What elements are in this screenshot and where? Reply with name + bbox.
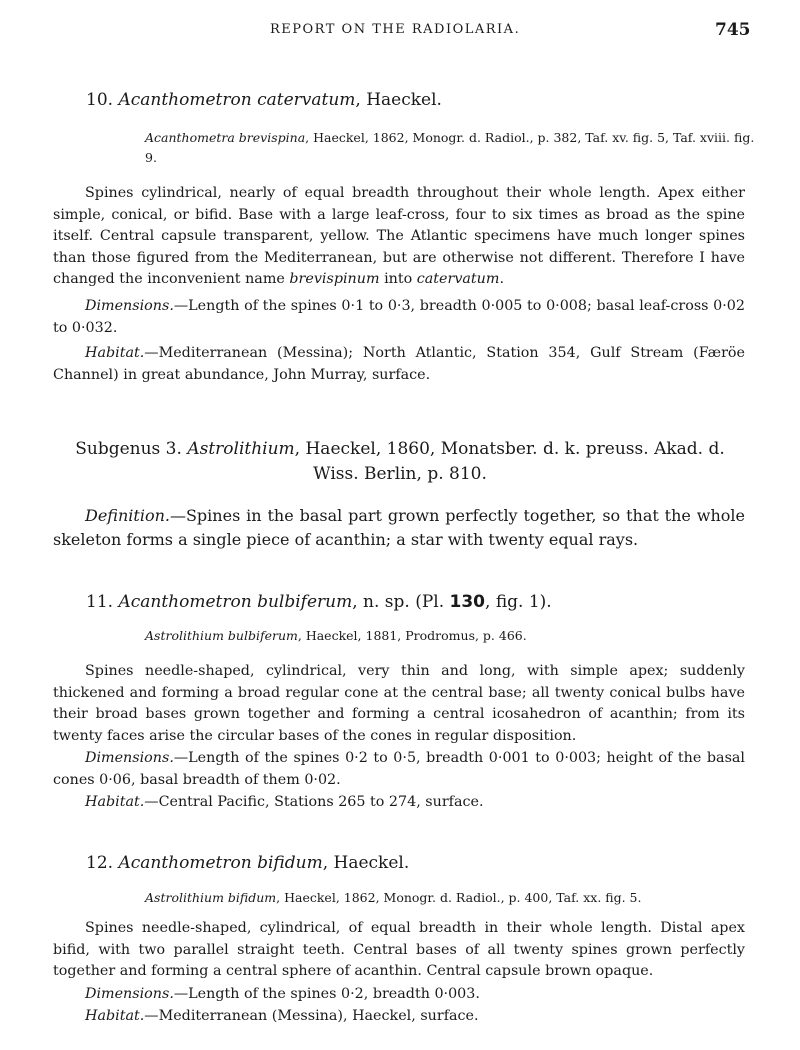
dimensions-label: Dimensions.: [85, 298, 174, 314]
figure-reference: , fig. 1).: [485, 592, 552, 612]
species-author: , Haeckel.: [322, 853, 410, 873]
habitat-label: Habitat.: [85, 794, 145, 810]
new-name: catervatum: [416, 271, 500, 288]
subgenus-line-2: Wiss. Berlin, p. 810.: [313, 464, 487, 484]
synonym-10: [145, 128, 755, 168]
subgenus-definition: Definition.—Spines in the basal part grown perfectly together, so that the whole skeleton forms a single piece of acanthin; a star with twenty equal rays.: [53, 506, 745, 549]
synonym-name: Astrolithium bifidum: [145, 890, 277, 905]
dimensions-label: Dimensions.: [85, 986, 174, 1002]
synonym-citation: , Haeckel, 1862, Monogr. d. Radiol., p. 382, Taf. xv. fig. 5, Taf. xviii. fig. 9.: [145, 130, 755, 165]
species-heading-11: [86, 592, 552, 612]
habitat-label: Habitat.: [85, 1008, 145, 1024]
species-number: 12.: [86, 853, 114, 873]
description-12: Spines needle-shaped, cylindrical, of equal breadth in their whole length. Distal apex bifid, with two parallel straight teeth. Central bases of all twenty spines grown perfectly together and forming a central sphere of acanthin. Central capsule brown opaque.: [53, 920, 745, 980]
subgenus-name: Astrolithium: [187, 439, 295, 459]
synonym-name: Astrolithium bulbiferum: [145, 628, 298, 643]
running-title: REPORT ON THE RADIOLARIA.: [270, 22, 521, 37]
dimensions-12: Dimensions.—Length of the spines 0·2, breadth 0·003.: [85, 986, 480, 1002]
species-name: Acanthometron catervatum: [118, 90, 356, 110]
synonym-12: [145, 888, 755, 908]
subgenus-heading: [60, 437, 740, 487]
synonym-11: [145, 626, 755, 646]
habitat-12: Habitat.—Mediterranean (Messina), Haeckel, surface.: [85, 1008, 479, 1024]
habitat-10: Habitat.—Mediterranean (Messina); North Atlantic, Station 354, Gulf Stream (Færöe Channel) in great abundance, John Murray, surface.: [53, 345, 745, 383]
species-number: 10.: [86, 90, 114, 110]
description-10: Spines cylindrical, nearly of equal breadth throughout their whole length. Apex either simple, conical, or bifid. Base with a large leaf-cross, four to six times as broad as the spine itself. Central capsule transparent, yellow. The Atlantic specimens have much longer spines than those figured from the Mediterranean, but are otherwise not different. Therefore I have changed the inconvenient name brevispinum into catervatum.: [53, 185, 745, 288]
species-name: Acanthometron bifidum: [118, 853, 323, 873]
page-number: 745: [715, 20, 751, 40]
dimensions-11: Dimensions.—Length of the spines 0·2 to 0·5, breadth 0·001 to 0·003; height of the basal cones 0·06, basal breadth of them 0·02.: [53, 750, 745, 788]
subgenus-line-1: Subgenus 3. Astrolithium, Haeckel, 1860, Monatsber. d. k. preuss. Akad. d.: [75, 439, 725, 459]
species-heading-12: [86, 853, 409, 873]
old-name: brevispinum: [289, 271, 380, 288]
synonym-name: Acanthometra brevispina: [145, 130, 306, 145]
habitat-11: Habitat.—Central Pacific, Stations 265 to 274, surface.: [85, 794, 484, 810]
species-number: 11.: [86, 592, 114, 612]
dimensions-10: Dimensions.—Length of the spines 0·1 to 0·3, breadth 0·005 to 0·008; basal leaf-cross 0·02 to 0·032.: [53, 298, 745, 336]
synonym-citation: , Haeckel, 1862, Monogr. d. Radiol., p. 400, Taf. xx. fig. 5.: [276, 890, 642, 905]
dimensions-label: Dimensions.: [85, 750, 174, 766]
species-author: , Haeckel.: [355, 90, 442, 110]
species-author: , n. sp. (Pl.: [352, 592, 450, 612]
species-name: Acanthometron bulbiferum: [118, 592, 353, 612]
synonym-citation: , Haeckel, 1881, Prodromus, p. 466.: [297, 628, 527, 643]
species-heading-10: [86, 90, 442, 110]
plate-number: 130: [449, 592, 486, 612]
habitat-label: Habitat.: [85, 345, 145, 361]
definition-label: Definition.: [85, 506, 170, 525]
description-11: Spines needle-shaped, cylindrical, very thin and long, with simple apex; suddenly thickened and forming a broad regular cone at the central base; all twenty conical bulbs have their broad bases grown together and forming a central icosahedron of acanthin; from its twenty faces arise the circular bases of the cones in regular disposition.: [53, 663, 745, 744]
